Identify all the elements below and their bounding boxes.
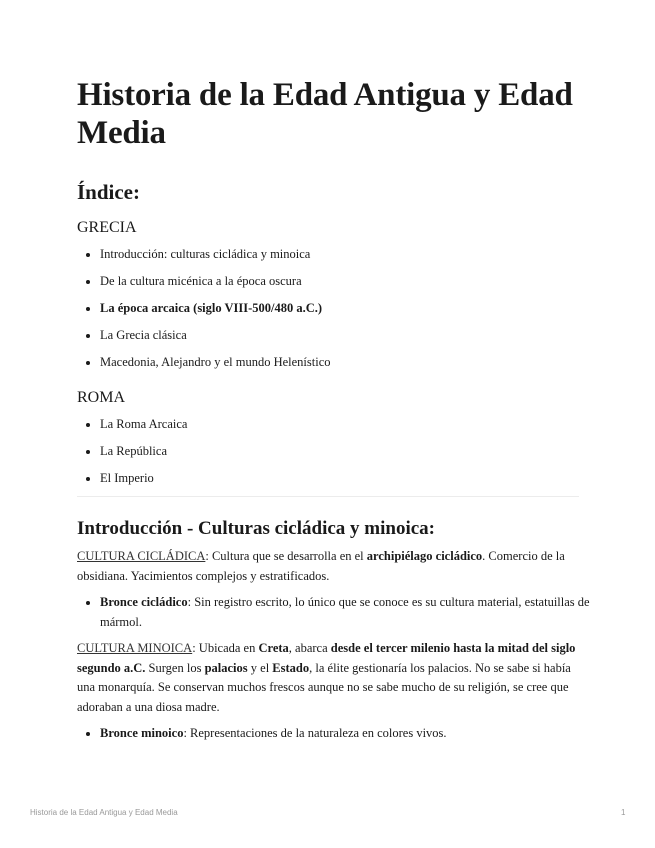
toc-item: • La Grecia clásica <box>100 327 331 354</box>
bold-term: desde el tercer milenio hasta la mitad del siglo segundo a.C. <box>77 641 576 675</box>
footer-title: Historia de la Edad Antigua y Edad Media <box>30 808 178 817</box>
toc-item: • Macedonia, Alejandro y el mundo Helenístico <box>100 354 331 381</box>
page-number: 1 <box>621 808 626 817</box>
bold-term: Estado <box>272 660 310 675</box>
section-heading-roma: ROMA <box>77 389 126 406</box>
list-item-text: : Sin registro escrito, lo único que se conoce es su cultura material, estatuillas de mármol. <box>100 595 590 629</box>
toc-item: • De la cultura micénica a la época oscura <box>100 273 331 300</box>
toc-item: • El Imperio <box>100 470 187 497</box>
list-item <box>100 593 600 632</box>
bold-term: archipiélago cicládico <box>366 549 483 563</box>
list-item <box>100 724 600 744</box>
section-heading-grecia: GRECIA <box>77 219 137 236</box>
term-minoica: CULTURA MINOICA <box>77 641 193 655</box>
toc-item: • La Roma Arcaica <box>100 416 187 443</box>
term-cicladica: CULTURA CICLÁDICA <box>77 549 206 563</box>
list-item-text: : Representaciones de la naturaleza en colores vivos. <box>183 726 447 740</box>
paragraph-cicladica <box>77 547 577 586</box>
toc-list-grecia <box>77 246 331 381</box>
bold-term: Bronce minoico <box>100 726 184 740</box>
section-title: Introducción - Culturas cicládica y minoica: <box>77 518 436 539</box>
bold-term: palacios <box>204 660 248 675</box>
bullet-list-minoica <box>77 724 600 744</box>
paragraph-text: . Comercio de la obsidiana. Yacimientos complejos y estratificados. <box>77 549 565 583</box>
paragraph-text: Surgen los <box>145 660 205 675</box>
paragraph-text: , abarca <box>288 641 331 655</box>
toc-item: • La época arcaica (siglo VIII-500/480 a.C.) <box>100 300 331 327</box>
section-divider <box>77 496 579 497</box>
toc-item: • La República <box>100 443 187 470</box>
bold-term: Creta <box>258 641 289 655</box>
document-title: Historia de la Edad Antigua y Edad Media <box>77 77 573 151</box>
paragraph-text: y el <box>247 660 273 675</box>
paragraph-text: : Ubicada en <box>192 641 259 655</box>
paragraph-text: : Cultura que se desarrolla en el <box>205 549 367 563</box>
toc-list-roma <box>77 416 187 497</box>
index-heading: Índice: <box>77 180 140 204</box>
toc-item: • Introducción: culturas cicládica y minoica <box>100 246 331 273</box>
paragraph-minoica <box>77 639 577 717</box>
bold-term: Bronce cicládico <box>100 595 188 609</box>
paragraph-text: , la élite gestionaría los palacios. No se sabe si había una monarquía. Se conservan muchos frescos aunque no se sabe mucho de su religión, se cree que adoraban a una diosa madre. <box>77 660 571 714</box>
bullet-list-cicladica <box>77 593 600 632</box>
